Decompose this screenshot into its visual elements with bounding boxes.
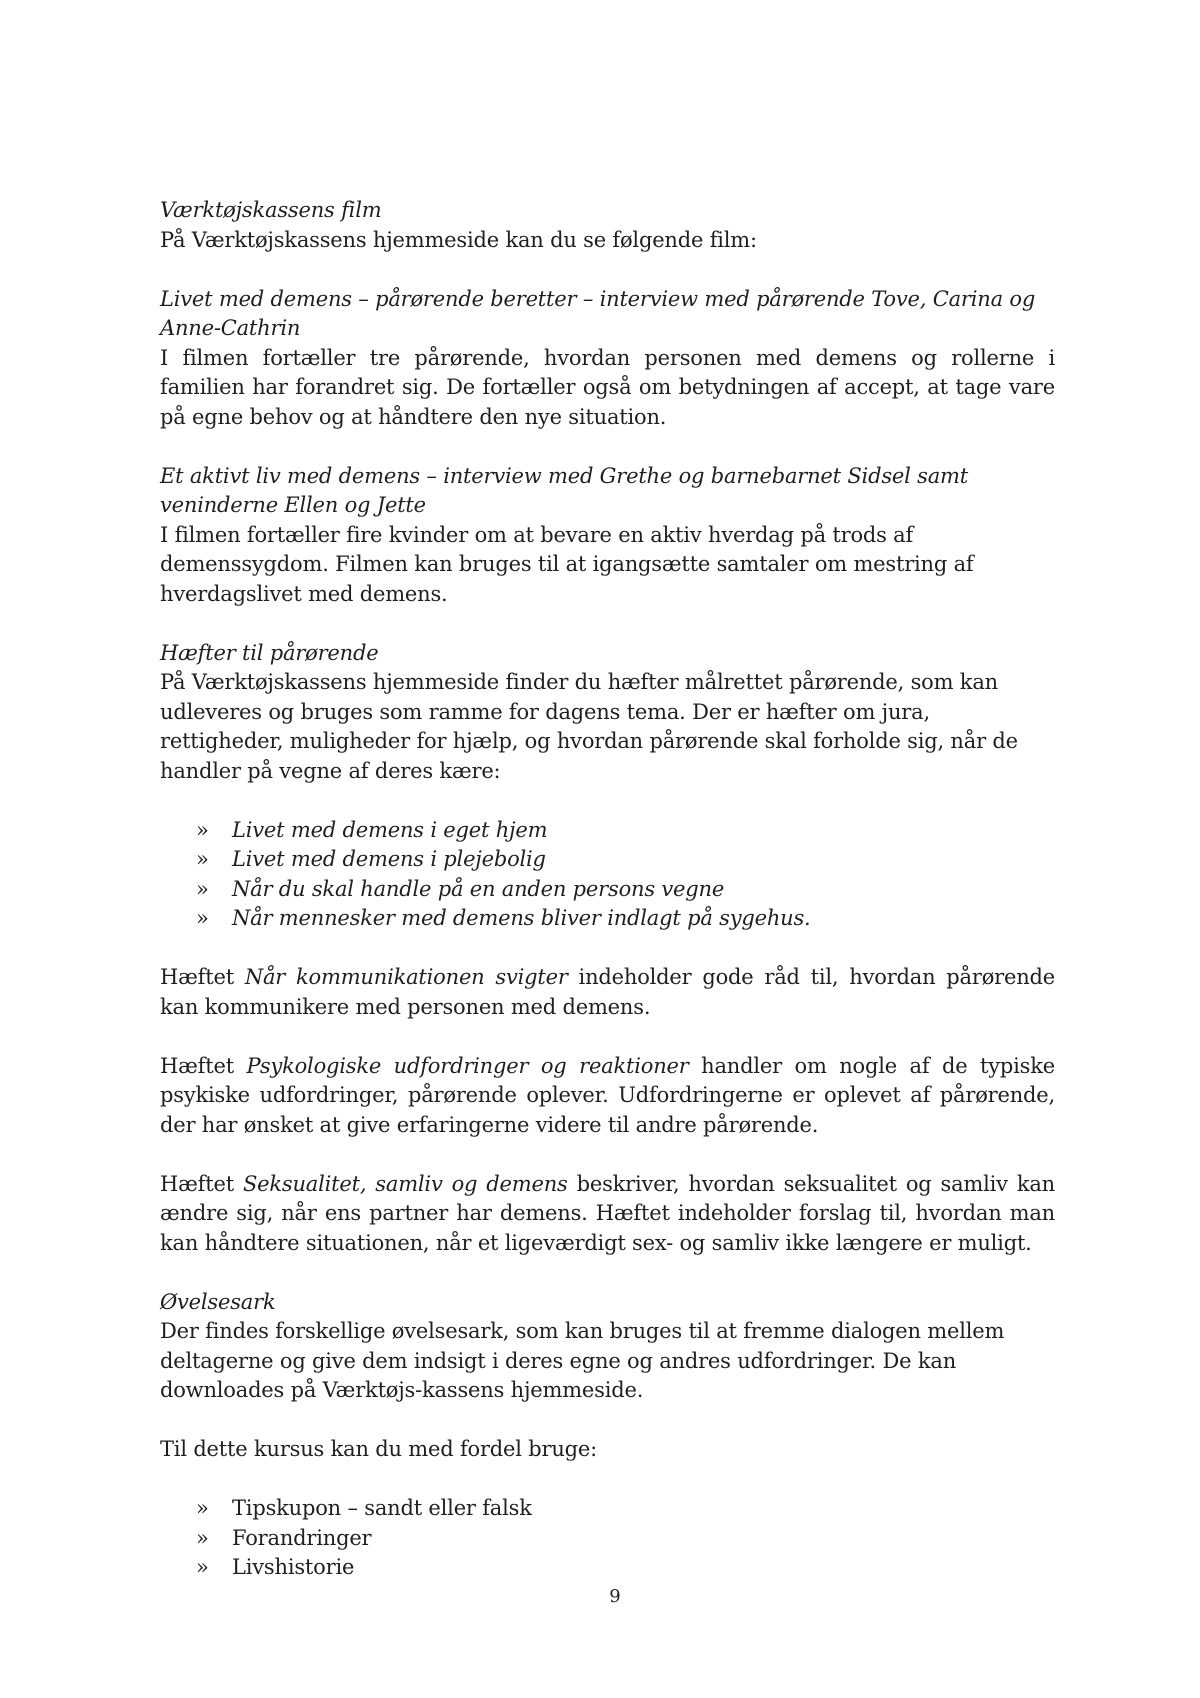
- document-page: [160, 196, 1055, 1583]
- paragraph-lead: Hæftet: [160, 1171, 243, 1196]
- bullet-mark: »: [196, 1525, 209, 1550]
- list-item-text: Når mennesker med demens bliver indlagt på sygehus.: [232, 906, 811, 930]
- paragraph-rest: handler om nogle af de typiske psykiske udfordringer, pårørende oplever. Udfordringerne er oplevet af pårørende, der har ønsket at give erfaringerne videre til andre pårørende.: [160, 1053, 1055, 1137]
- list-item: [196, 904, 1055, 934]
- booklets-section: [160, 639, 1055, 787]
- booklets-heading: Hæfter til pårørende: [160, 640, 379, 665]
- paragraph-lead: Hæftet: [160, 1053, 247, 1078]
- exercises-heading: Øvelsesark: [160, 1289, 276, 1314]
- bullet-mark: »: [196, 1555, 209, 1579]
- paragraph-rest: beskriver, hvordan seksualitet og samliv kan ændre sig, når ens partner har demens. Hæftet indeholder forslag til, hvordan man kan håndtere situationen, når et ligeværdigt sex- og samliv ikke længere er muligt.: [160, 1171, 1056, 1255]
- film1-text: I filmen fortæller tre pårørende, hvordan personen med demens og rollerne i familien har forandret sig. De fortæller også om betydningen af accept, at tage vare på egne behov og at håndtere den nye situation.: [160, 345, 1055, 429]
- list-item: [196, 875, 1055, 905]
- bullet-mark: »: [196, 876, 209, 901]
- list-item: [196, 845, 1055, 875]
- bullet-mark: »: [196, 1496, 209, 1520]
- booklets-text: På Værktøjskassens hjemmeside finder du hæfter målrettet pårørende, som kan udleveres og bruges som ramme for dagens tema. Der er hæfter om jura, rettigheder, muligheder for hjælp, og hvordan pårørende skal forholde sig, når de handler på vegne af deres kære:: [160, 670, 1018, 783]
- booklet-title: Når kommunikationen svigter: [244, 965, 568, 989]
- paragraph-lead: Hæftet: [160, 965, 245, 989]
- film1-title: Livet med demens – pårørende beretter – interview med pårørende Tove, Carina og Anne-Cathrin: [160, 286, 1036, 340]
- film-intro: På Værktøjskassens hjemmeside kan du se følgende film:: [160, 227, 757, 252]
- bullet-mark: »: [196, 906, 209, 930]
- course-list: [160, 1494, 1055, 1583]
- booklet-title: Seksualitet, samliv og demens: [242, 1171, 568, 1196]
- film-section: [160, 196, 1055, 255]
- bullet-mark: »: [196, 847, 209, 871]
- film1-section: [160, 285, 1055, 433]
- list-item: [196, 816, 1055, 846]
- list-item-text: Når du skal handle på en anden persons vegne: [232, 876, 725, 901]
- list-item: [196, 1553, 1055, 1583]
- booklet-kommunikation-paragraph: [160, 963, 1055, 1022]
- bullet-mark: »: [196, 817, 209, 842]
- film2-text: I filmen fortæller fire kvinder om at bevare en aktiv hverdag på trods af demenssygdom. Filmen kan bruges til at igangsætte samtaler om mestring af hverdagslivet med demens.: [160, 522, 974, 606]
- paragraph-rest: indeholder gode råd til, hvordan pårørende kan kommunikere med personen med demens.: [160, 965, 1055, 1019]
- page-number: 9: [609, 1586, 621, 1607]
- list-item: [196, 1524, 1055, 1554]
- list-item-text: Livet med demens i plejebolig: [232, 847, 546, 871]
- list-item: [196, 1494, 1055, 1524]
- booklet-seks-paragraph: [160, 1170, 1055, 1259]
- list-item-text: Livshistorie: [232, 1555, 355, 1579]
- booklets-list: [160, 816, 1055, 934]
- booklet-psyk-paragraph: [160, 1052, 1055, 1141]
- list-item-text: Forandringer: [232, 1525, 372, 1550]
- exercises-text: Der findes forskellige øvelsesark, som kan bruges til at fremme dialogen mellem deltagerne og give dem indsigt i deres egne og andres udfordringer. De kan downloades på Værktøjs-kassens hjemmeside.: [160, 1319, 1005, 1402]
- film2-title: Et aktivt liv med demens – interview med Grethe og barnebarnet Sidsel samt veninderne Ellen og Jette: [160, 463, 968, 517]
- film-heading: Værktøjskassens film: [160, 198, 382, 222]
- booklet-title: Psykologiske udfordringer og reaktioner: [246, 1053, 689, 1078]
- list-item-text: Tipskupon – sandt eller falsk: [232, 1496, 532, 1520]
- course-intro: Til dette kursus kan du med fordel bruge:: [160, 1437, 598, 1461]
- film2-section: [160, 462, 1055, 610]
- exercises-section: [160, 1288, 1055, 1406]
- list-item-text: Livet med demens i eget hjem: [232, 817, 548, 842]
